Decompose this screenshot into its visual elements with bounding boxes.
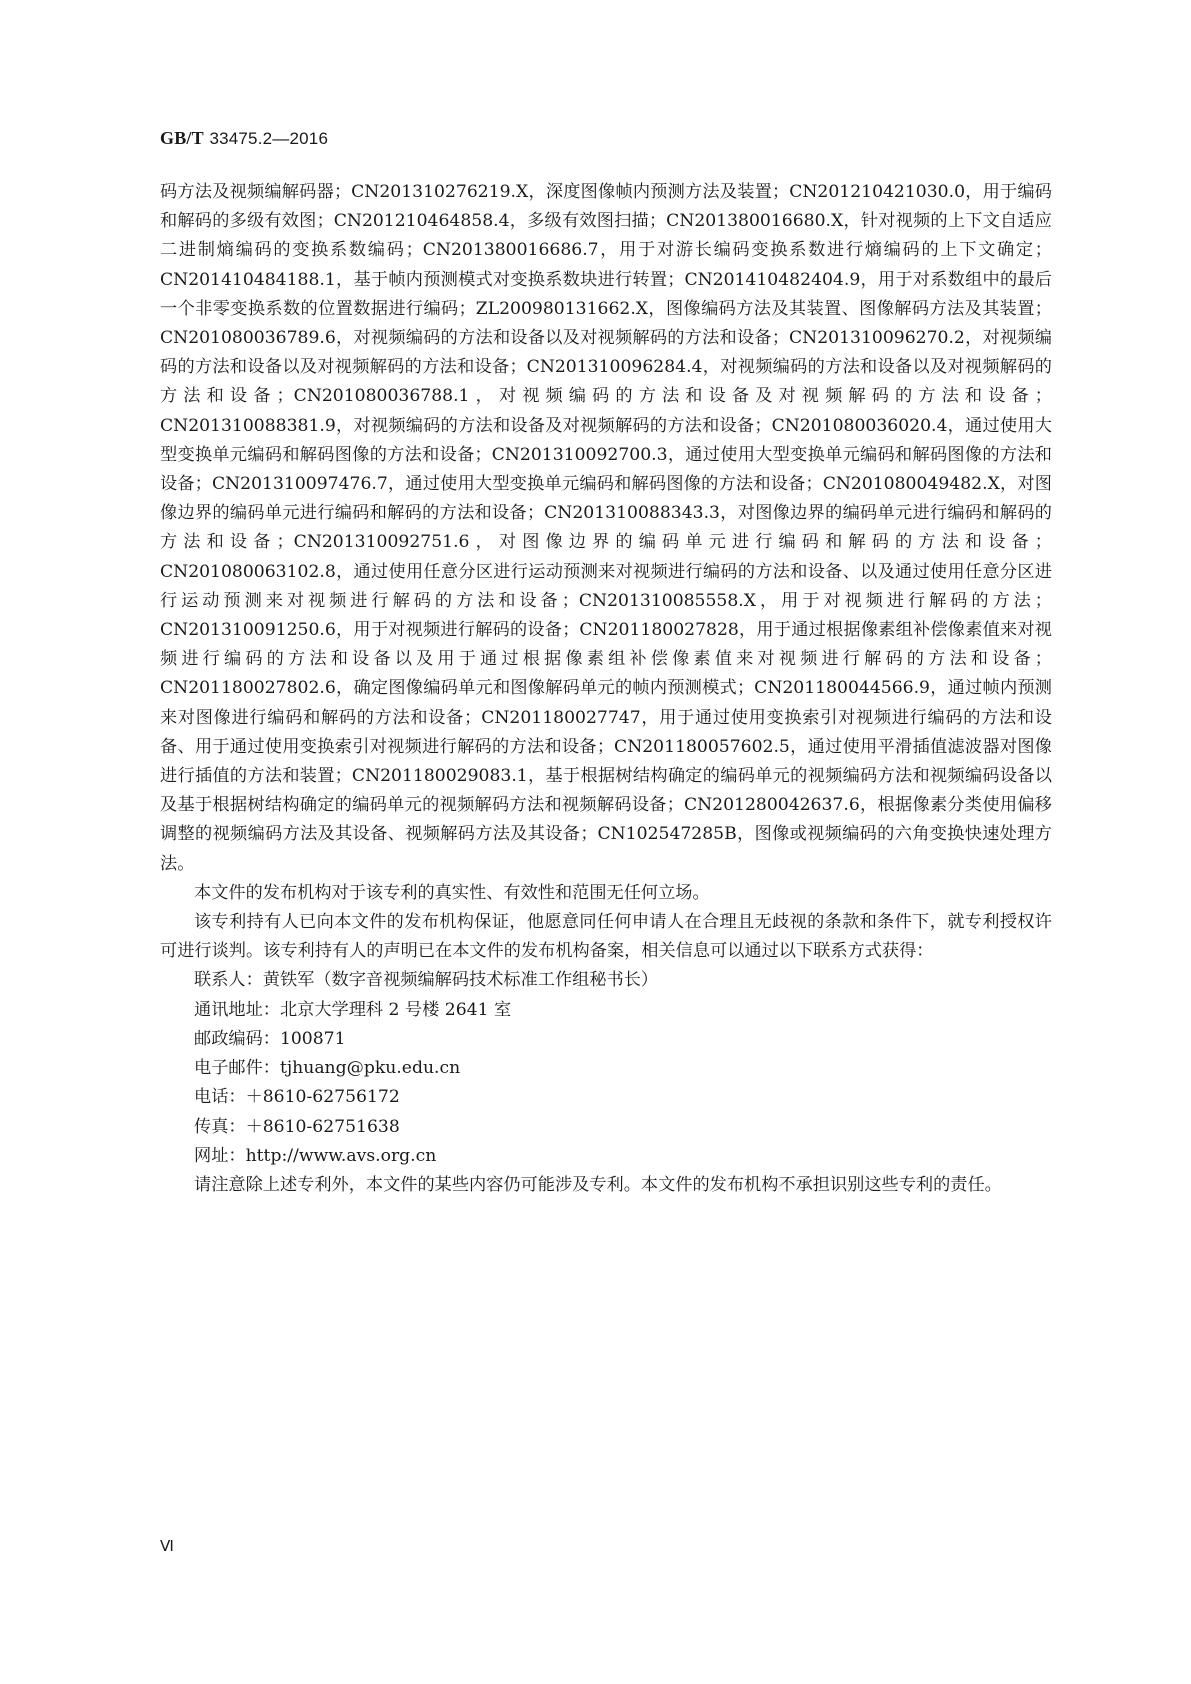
standard-code: GB/T (160, 128, 204, 148)
disclaimer-paragraph: 请注意除上述专利外，本文件的某些内容仍可能涉及专利。本文件的发布机构不承担识别这些专利的责任。 (194, 1174, 1002, 1195)
contact-person: 联系人：黄铁军（数字音视频编解码技术标准工作组秘书长） (194, 970, 659, 991)
document-header (160, 128, 328, 149)
contact-phone: 电话：＋8610-62756172 (194, 1087, 400, 1108)
page-number: Ⅵ (160, 1539, 174, 1555)
no-position-statement: 本文件的发布机构对于该专利的真实性、有效性和范围无任何立场。 (194, 882, 710, 903)
contact-email: 电子邮件：tjhuang@pku.edu.cn (194, 1058, 461, 1079)
contact-postcode: 邮政编码：100871 (194, 1028, 346, 1049)
contact-fax: 传真：＋8610-62751638 (194, 1116, 400, 1137)
standard-number: 33475.2—2016 (209, 129, 329, 148)
patent-list-paragraph: 码方法及视频编解码器；CN201310276219.X，深度图像帧内预测方法及装置；CN201210421030.0，用于编码和解码的多级有效图；CN201210464858.4，多级有效图扫描；CN201380016680.X，针对视频的上下文自适应二进制熵编码的变换系数编码；CN201380016686.7，用于对游长编码变换系数进行熵编码的上下文确定；CN201410484188.1，基于帧内预测模式对变换系数块进行转置；CN201410482404.9，用于对系数组中的最后一个非零变换系数的位置数据进行编码；ZL200980131662.X，图像编码方法及其装置、图像解码方法及其装置；CN201080036789.6，对视频编码的方法和设备以及对视频解码的方法和设备；CN201310096270.2，对视频编码的方法和设备以及对视频解码的方法和设备；CN201310096284.4，对视频编码的方法和设备以及对视频解码的方法和设备；CN201080036788.1，对视频编码的方法和设备及对视频解码的方法和设备；CN201310088381.9，对视频编码的方法和设备及对视频解码的方法和设备；CN201080036020.4，通过使用大型变换单元编码和解码图像的方法和设备；CN201310092700.3，通过使用大型变换单元编码和解码图像的方法和设备；CN201310097476.7，通过使用大型变换单元编码和解码图像的方法和设备；CN201080049482.X，对图像边界的编码单元进行编码和解码的方法和设备；CN201310088343.3，对图像边界的编码单元进行编码和解码的方法和设备；CN201310092751.6，对图像边界的编码单元进行编码和解码的方法和设备；CN201080063102.8，通过使用任意分区进行运动预测来对视频进行编码的方法和设备、以及通过使用任意分区进行运动预测来对视频进行解码的方法和设备；CN201310085558.X，用于对视频进行解码的方法；CN201310091250.6，用于对视频进行解码的设备；CN201180027828，用于通过根据像素组补偿像素值来对视频进行编码的方法和设备以及用于通过根据像素组补偿像素值来对视频进行解码的方法和设备；CN201180027802.6，确定图像编码单元和图像解码单元的帧内预测模式；CN201180044566.9，通过帧内预测来对图像进行编码和解码的方法和设备；CN201180027747，用于通过使用变换索引对视频进行编码的方法和设备、用于通过使用变换索引对视频进行解码的方法和设备；CN201180057602.5，通过使用平滑插值滤波器对图像进行插值的方法和装置；CN201180029083.1，基于根据树结构确定的编码单元的视频编码方法和视频编码设备以及基于根据树结构确定的编码单元的视频解码方法和视频解码设备；CN201280042637.6，根据像素分类使用偏移调整的视频编码方法及其设备、视频解码方法及其设备；CN102547285B，图像或视频编码的六角变换快速处理方法。 (160, 182, 1052, 874)
holder-statement: 该专利持有人已向本文件的发布机构保证，他愿意同任何申请人在合理且无歧视的条款和条件下，就专利授权许可进行谈判。该专利持有人的声明已在本文件的发布机构备案，相关信息可以通过以下联系方式获得： (160, 912, 1052, 962)
contact-address: 通讯地址：北京大学理科 2 号楼 2641 室 (194, 999, 512, 1020)
contact-website: 网址：http://www.avs.org.cn (194, 1145, 437, 1166)
page-content (160, 178, 1052, 1200)
